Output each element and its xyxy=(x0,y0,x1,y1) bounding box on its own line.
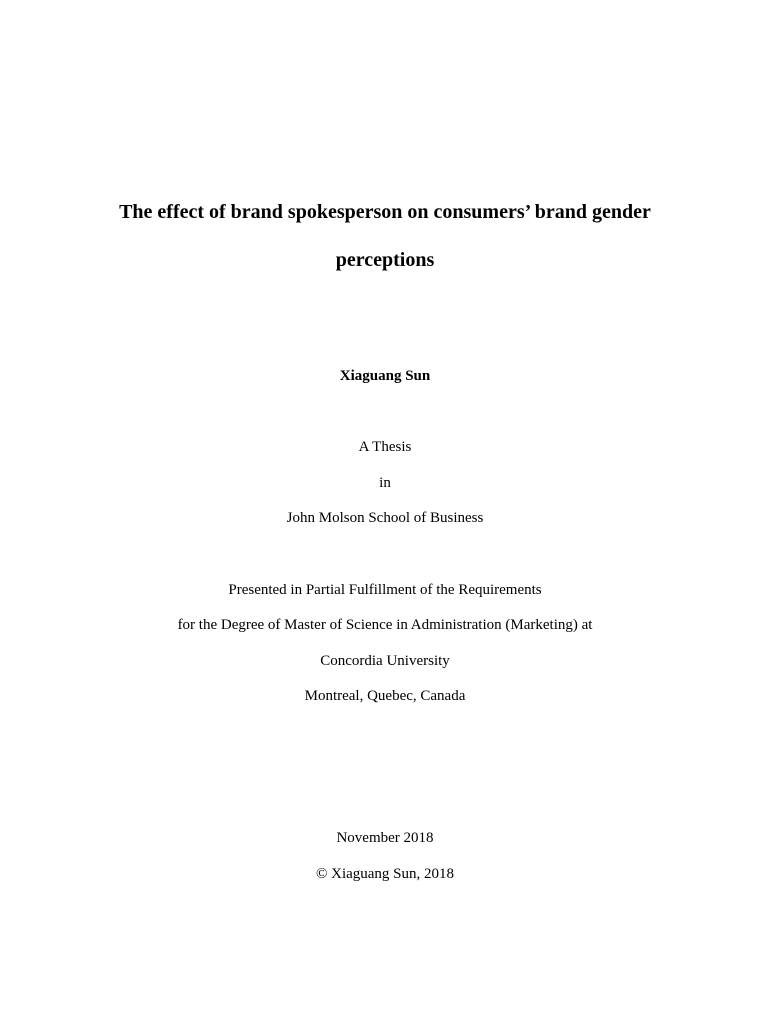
requirements-line-2: for the Degree of Master of Science in Administration (Marketing) at xyxy=(177,617,593,633)
university-name: Concordia University xyxy=(320,653,450,669)
thesis-title-line-1: The effect of brand spokesperson on consumers’ brand gender xyxy=(119,201,651,223)
author-name: Xiaguang Sun xyxy=(339,368,431,384)
thesis-label: A Thesis xyxy=(358,439,412,455)
thesis-in: in xyxy=(379,475,391,491)
copyright-notice: © Xiaguang Sun, 2018 xyxy=(315,866,455,882)
requirements-line-1: Presented in Partial Fulfillment of the Requirements xyxy=(228,582,542,598)
thesis-title-line-2: perceptions xyxy=(335,249,435,271)
school-name: John Molson School of Business xyxy=(286,510,484,526)
submission-date: November 2018 xyxy=(336,830,434,846)
university-location: Montreal, Quebec, Canada xyxy=(304,688,466,704)
